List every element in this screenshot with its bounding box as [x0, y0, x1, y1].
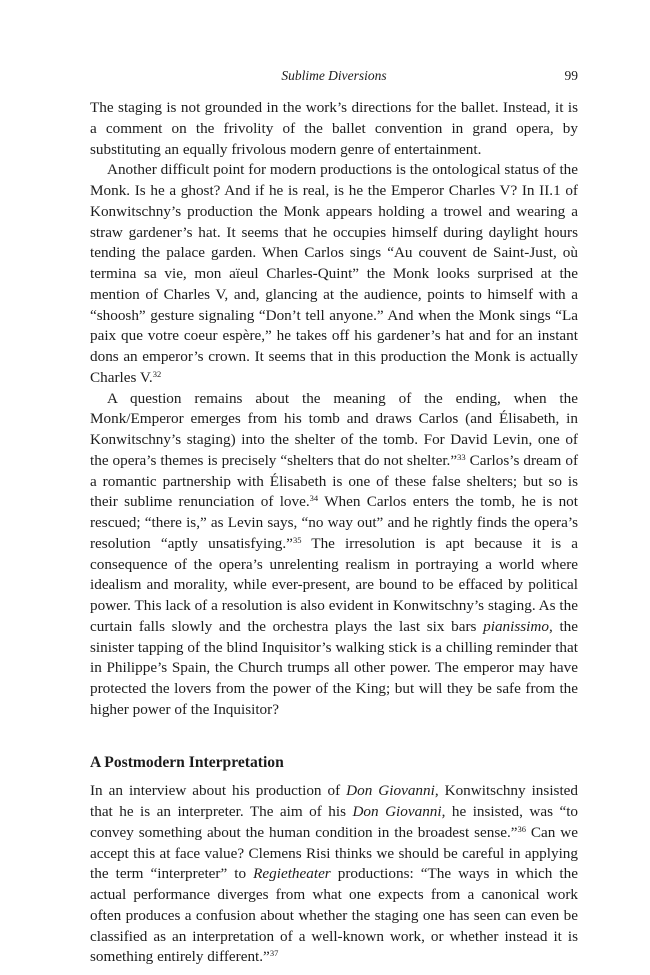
text-run: When Carlos enters the tomb, he is not rescued; “there is,” as Levin says, “no way out” and he rightly finds the opera’s resolution “aptly unsatisfying.” — [90, 493, 578, 552]
paragraph-postmodern-interpretation — [90, 781, 578, 968]
paragraph-ending-meaning — [90, 389, 578, 721]
italic-text: Regietheater — [253, 865, 331, 883]
text-run: Carlos’s dream of a romantic partnership with Élisabeth is one of these false shelters; but so is their sublime renunciation of love. — [90, 451, 579, 511]
text-run: Another difficult point for modern productions is the ontological status of the Monk. Is he a ghost? And if he is real, is he the Emperor Charles V? In II.1 of Konwitschny’s production the Monk appears holding a trowel and wearing a straw gardener’s hat. It seems that he occupies himself during daylight hours tending the palace garden. When Carlos sings “Au couvent de Saint-Just, où termina sa vie, mon aïeul Charles-Quint” the Monk looks surprised at the mention of Charles V, and, glancing at the audience, points to himself with a “shoosh” gesture signaling “Don’t tell anyone.” And when the Monk sings “La paix que votre coeur espère,” he takes off his gardener’s hat and for an instant dons an emperor’s crown. It seems that in this production the Monk is actually Charles V. — [90, 161, 578, 386]
text-run: productions: “The ways in which the actual performance diverges from what one expects from a canonical work often produces a confusion about whether the staging one has seen can even be classified as an interpretation of a well-known work, or whether instead it is something entirely different.” — [90, 865, 578, 966]
section-heading: A Postmodern Interpretation — [90, 753, 284, 771]
italic-text: Don Giovanni — [352, 803, 442, 820]
page-number: 99 — [564, 68, 578, 83]
text-run: The staging is not grounded in the work’s directions for the ballet. Instead, it is a comment on the frivolity of the ballet convention in grand opera, by substituting an equally frivolous modern genre of entertainment. — [90, 99, 578, 158]
text-run: , he insisted, was “to convey something about the human condition in the broadest sense.” — [90, 803, 579, 841]
footnote-marker: 35 — [292, 534, 302, 545]
footnote-marker: 37 — [269, 948, 279, 959]
text-run: , the sinister tapping of the blind Inquisitor’s walking stick is a chilling reminder that in Philippe’s Spain, the Church trumps all other power. The emperor may have protected the lovers from the power of the King; but will they be safe from the higher power of the Inquisitor? — [90, 617, 578, 718]
footnote-marker: 36 — [517, 823, 527, 834]
text-run: The irresolution is apt because it is a consequence of the opera’s unrelenting realism in portraying a world where idealism and morality, while ever-present, are bound to be effaced by political power. This lack of a resolution is also evident in Konwitschny’s staging. As the curtain falls slowly and the orchestra plays the last six bars — [90, 534, 579, 635]
footnote-marker: 33 — [457, 451, 466, 462]
text-run: Can we accept this at face value? Clemens Risi thinks we should be careful in applying the term “interpreter” to — [90, 823, 578, 883]
running-title: Sublime Diversions — [281, 68, 387, 83]
text-run: , Konwitschny insisted that he is an interpreter. The aim of his — [90, 782, 578, 820]
text-run: A question remains about the meaning of the ending, when the Monk/Emperor emerges from his tomb and draws Carlos (and Élisabeth, in Konwitschny’s staging) into the shelter of the tomb. For David Levin, one of the opera’s themes is precisely “shelters that do not shelter.” — [90, 389, 578, 469]
paragraph-ballet-staging — [90, 98, 578, 160]
body-text — [90, 98, 578, 968]
footnote-marker: 32 — [152, 368, 162, 379]
running-head — [90, 68, 578, 88]
text-run: In an interview about his production of — [90, 782, 347, 800]
italic-text: pianissimo — [483, 617, 549, 635]
footnote-marker: 34 — [309, 493, 319, 504]
italic-text: Don Giovanni — [346, 782, 435, 800]
paragraph-monk-status — [90, 160, 578, 388]
